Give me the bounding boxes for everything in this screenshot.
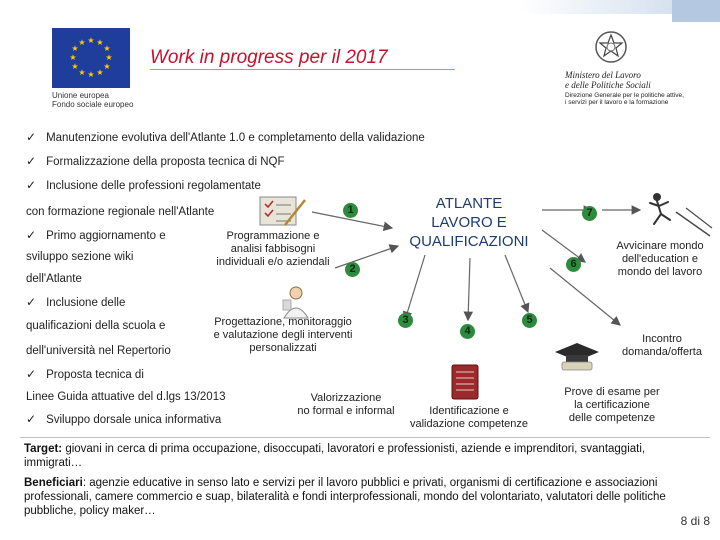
step-number-badge: 5 <box>522 313 537 328</box>
node-label-programmazione <box>203 230 343 269</box>
svg-text:★: ★ <box>71 62 79 71</box>
node-label-line: mondo del lavoro <box>617 266 703 278</box>
node-label-avvicinare <box>606 240 714 279</box>
node-label-line: Programmazione e <box>226 230 320 242</box>
node-label-line: analisi fabbisogni <box>230 243 316 255</box>
arrow-line <box>335 246 398 268</box>
node-label-incontro <box>612 333 712 359</box>
ministry-line: Ministero del Lavoro <box>565 70 641 80</box>
node-label-line: personalizzati <box>249 342 317 354</box>
svg-text:★: ★ <box>78 68 86 77</box>
node-label-line: dell'education e <box>621 253 699 265</box>
page-number: 8 di 8 <box>680 514 710 528</box>
svg-text:★: ★ <box>87 36 95 45</box>
node-label-prove-esame <box>552 386 672 425</box>
checkmark-icon: ✓ <box>26 367 37 381</box>
bullet-continuation: dell'università nel Repertorio <box>26 345 171 357</box>
svg-text:★: ★ <box>96 68 104 77</box>
bullet-continuation: qualificazioni della scuola e <box>26 320 166 332</box>
node-label-line: delle competenze <box>568 412 656 424</box>
target-label: Target: <box>24 443 63 455</box>
page-title: Work in progress per il 2017 <box>150 47 388 68</box>
center-title-line: QUALIFICAZIONI <box>409 233 529 250</box>
bullet-text: Proposta tecnica di <box>46 369 144 381</box>
clipboard-checklist-icon <box>260 197 305 225</box>
arrow-line <box>468 258 470 320</box>
bullet-text: Inclusione delle <box>46 297 126 309</box>
svg-text:★: ★ <box>103 62 111 71</box>
bullet-continuation: sviluppo sezione wiki <box>26 251 134 263</box>
arrow-line <box>542 230 585 262</box>
center-title-line: ATLANTE <box>435 195 503 212</box>
ministry-line: e delle Politiche Sociali <box>565 80 651 90</box>
step-number-badge: 1 <box>343 203 358 218</box>
checkmark-icon: ✓ <box>26 228 37 242</box>
checkmark-icon: ✓ <box>26 295 37 309</box>
node-label-identificazione <box>398 405 540 431</box>
svg-text:★: ★ <box>69 53 77 62</box>
svg-text:★: ★ <box>96 38 104 47</box>
node-label-line: Identificazione e <box>429 405 509 417</box>
bullet-text: Inclusione delle professioni regolamentate <box>46 180 261 192</box>
step-number-badge: 7 <box>582 206 597 221</box>
diagram-center-title <box>396 194 542 251</box>
bullet-text: Primo aggiornamento e <box>46 230 166 242</box>
node-label-line: individuali e/o aziendali <box>216 256 330 268</box>
node-label-line: e valutazione degli interventi <box>213 329 353 341</box>
svg-text:★: ★ <box>71 44 79 53</box>
step-number-badge: 3 <box>398 313 413 328</box>
arrow-line <box>505 255 528 312</box>
node-label-valorizzazione <box>282 392 410 418</box>
checkmark-icon: ✓ <box>26 178 37 192</box>
step-number-badge: 4 <box>460 324 475 339</box>
beneficiari-text: : agenzie educative in senso lato e servizi per il lavoro pubblici e privati, organismi di certificazione e associazioni professionali, camere commercio e suap, bilateralità e fondi interprofessionali, mondo del volontariato, valutatori delle politiche pubbliche, policy maker… <box>24 477 666 517</box>
target-text: giovani in cerca di prima occupazione, disoccupati, lavoratori e professionisti, aziende e imprenditori, svantaggiati, immigrati… <box>24 443 646 469</box>
eu-caption-line: Fondo sociale europeo <box>52 100 134 109</box>
node-label-progettazione <box>198 316 368 355</box>
beneficiari-paragraph <box>24 476 706 518</box>
node-label-line: Avvicinare mondo <box>616 240 704 252</box>
ministry-subline: Direzione Generale per le politiche attive, <box>565 92 684 99</box>
person-meeting-icon <box>283 287 308 318</box>
node-label-line: Prove di esame per <box>564 386 660 398</box>
checkmark-icon: ✓ <box>26 154 37 168</box>
center-title-line: LAVORO E <box>431 214 507 231</box>
notebook-icon <box>452 365 478 399</box>
node-label-line: no formal e informal <box>297 405 395 417</box>
arrow-line <box>405 255 425 320</box>
node-label-line: Valorizzazione <box>310 392 382 404</box>
graduation-cap-icon <box>555 343 599 370</box>
step-number-badge: 2 <box>345 262 360 277</box>
svg-text:★: ★ <box>103 44 111 53</box>
bullet-text: Sviluppo dorsale unica informativa <box>46 414 222 426</box>
node-label-line: Incontro <box>642 333 682 345</box>
eu-caption-line: Unione europea <box>52 91 109 100</box>
checkmark-icon: ✓ <box>26 412 37 426</box>
bullet-text: Formalizzazione della proposta tecnica di NQF <box>46 156 285 168</box>
bullet-continuation: dell'Atlante <box>26 273 82 285</box>
target-paragraph <box>24 442 704 470</box>
node-label-line: validazione competenze <box>409 418 529 430</box>
node-label-line: Progettazione, monitoraggio <box>214 316 352 328</box>
bullet-continuation: Linee Guida attuative del d.lgs 13/2013 <box>26 391 226 403</box>
svg-text:★: ★ <box>105 53 113 62</box>
jumping-person-icon <box>650 193 712 236</box>
node-label-line: domanda/offerta <box>622 346 702 358</box>
beneficiari-label: Beneficiari <box>24 477 83 489</box>
node-label-line: la certificazione <box>574 399 650 411</box>
svg-text:★: ★ <box>87 70 95 79</box>
bullet-text: Manutenzione evolutiva dell'Atlante 1.0 e completamento della validazione <box>46 132 425 144</box>
step-number-badge: 6 <box>566 257 581 272</box>
divider <box>20 437 710 438</box>
ministry-subline: i servizi per il lavoro e la formazione <box>565 99 669 106</box>
bullet-continuation: con formazione regionale nell'Atlante <box>26 206 215 218</box>
checkmark-icon: ✓ <box>26 130 37 144</box>
svg-text:★: ★ <box>78 38 86 47</box>
